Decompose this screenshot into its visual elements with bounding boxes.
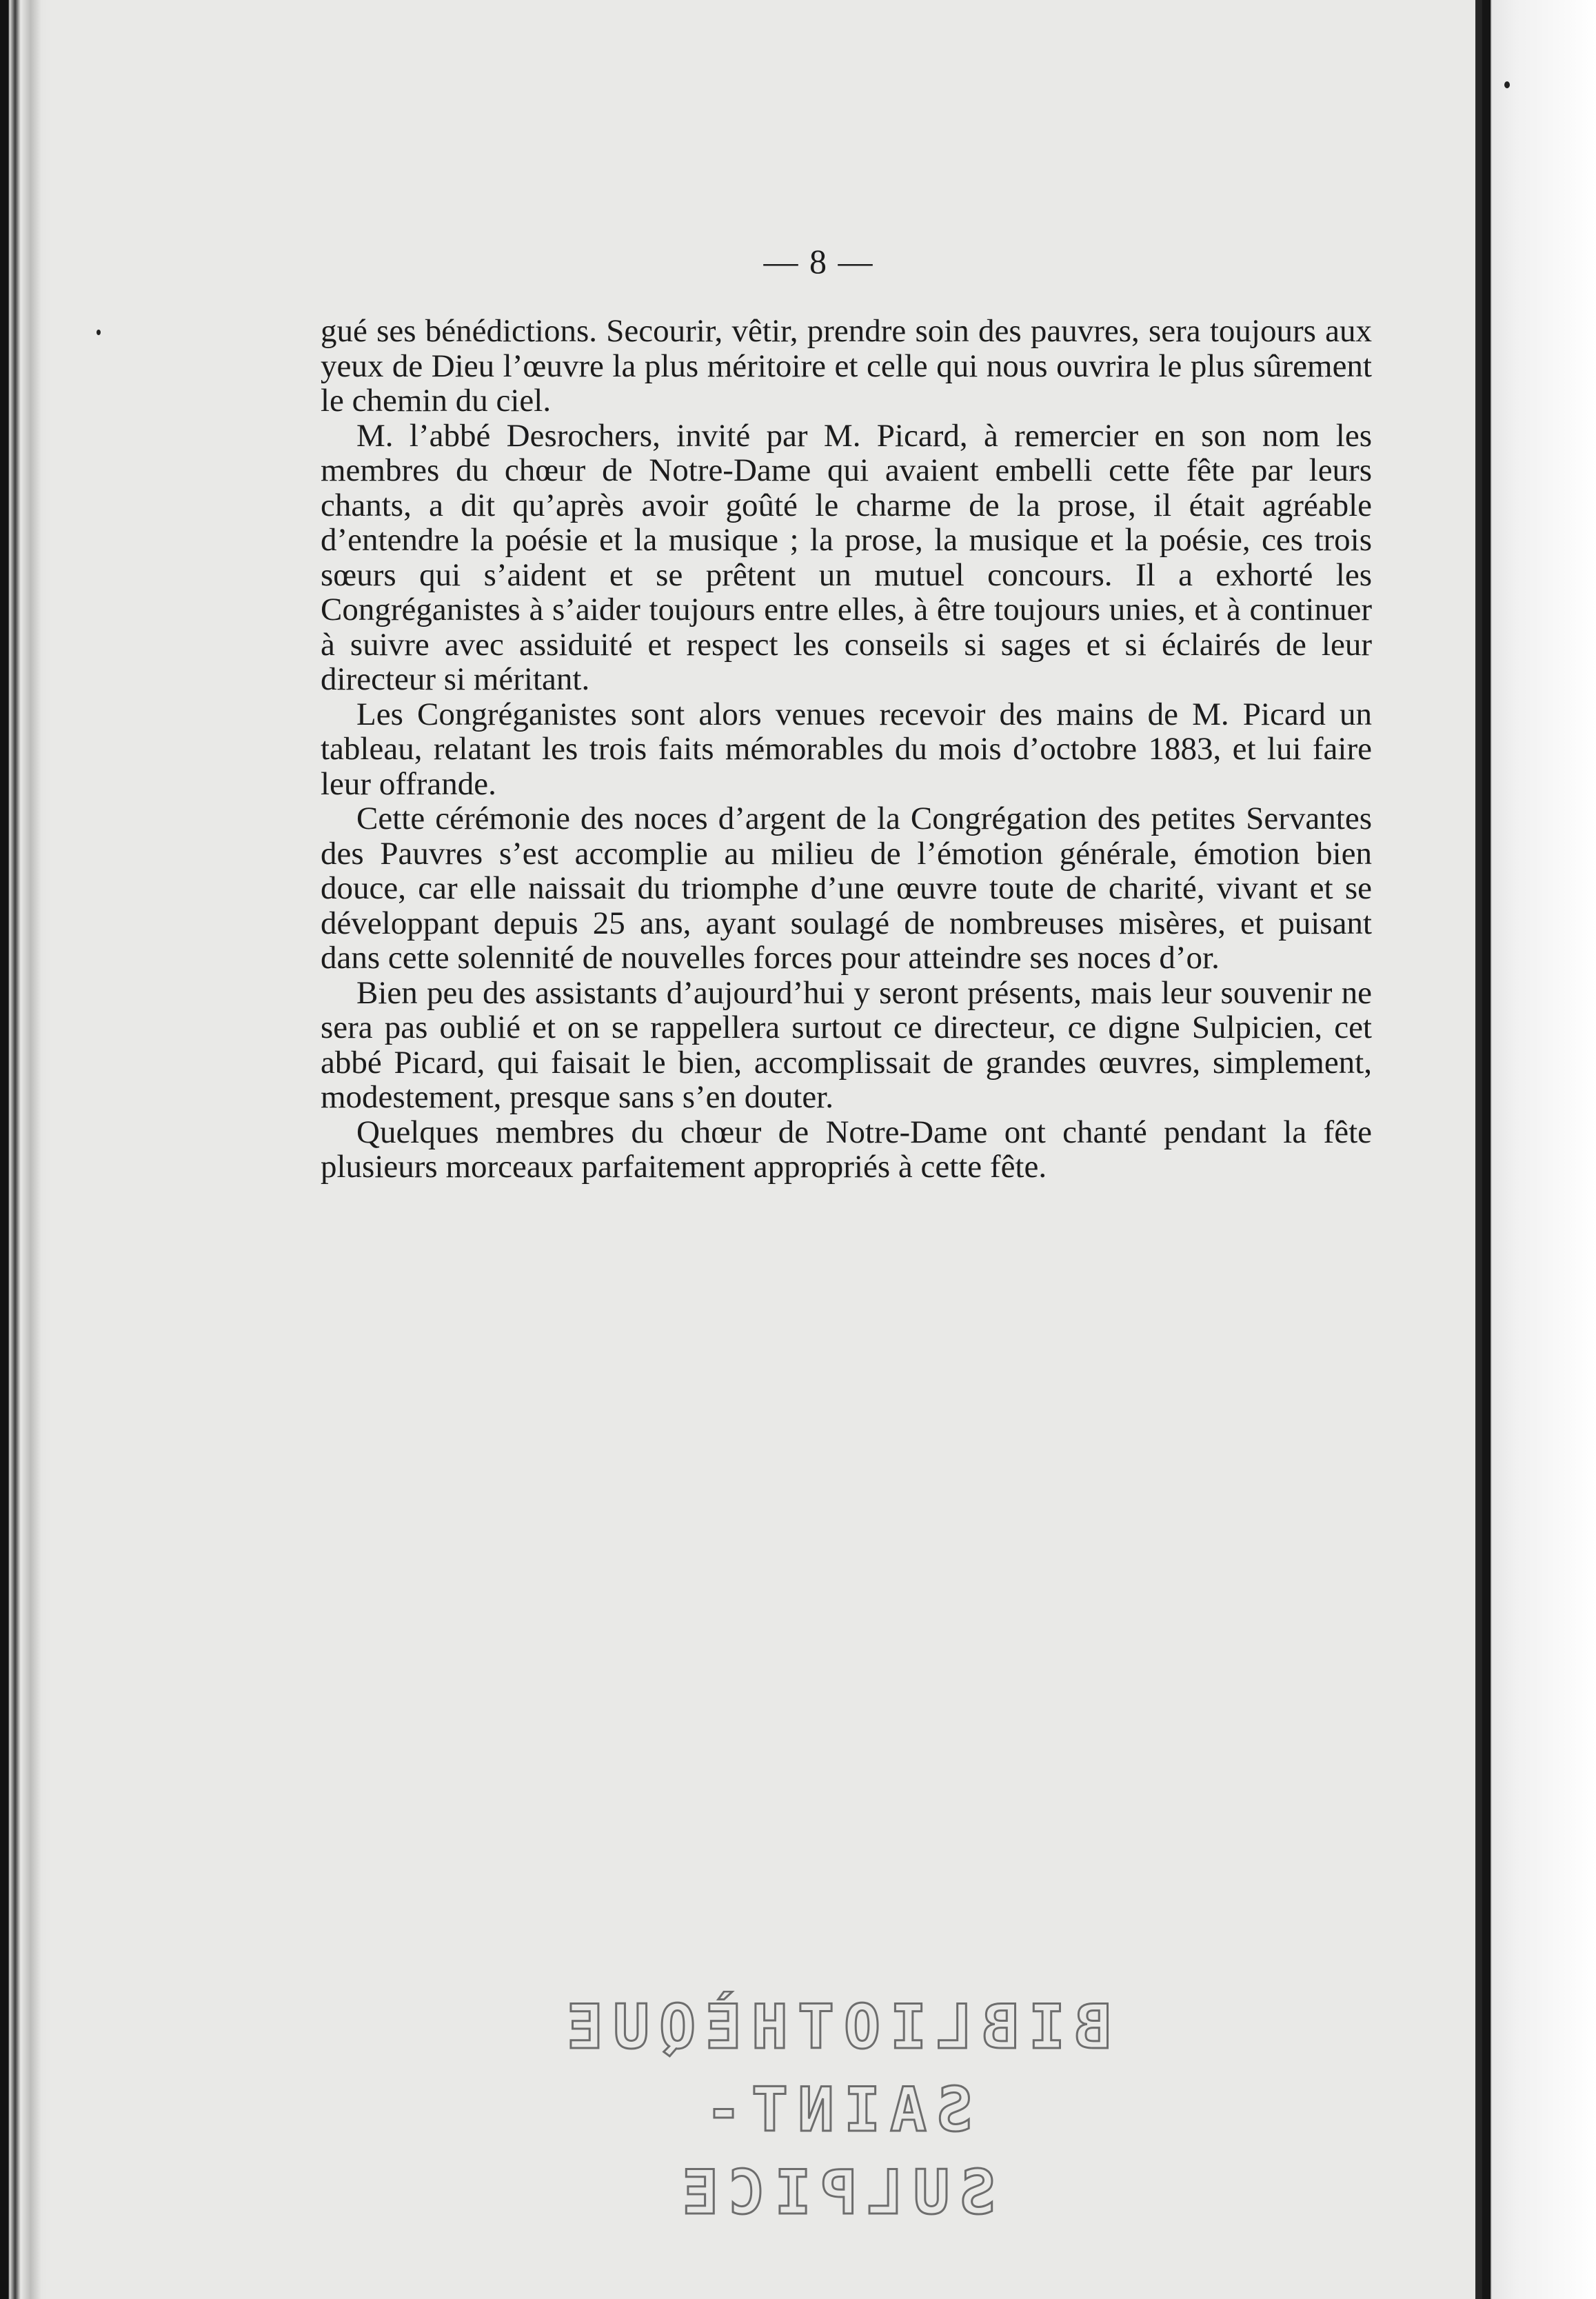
stamp-line: BIBLIOTHÈQUE <box>557 1991 1111 2062</box>
scan-binding-edge <box>0 0 52 2299</box>
stamp-line: SAINT-SULPICE <box>672 2074 996 2228</box>
paragraph: Bien peu des assistants d’aujourd’hui y seront présents, mais leur souvenir ne sera pas oublié et on se rappellera surtout ce directeur, ce digne Sulpicien, cet abbé Picard, qui faisait le bien, accomplissait de grandes œuvres, simplement, modestement, presque sans s’en douter. <box>321 974 1372 1115</box>
scan-right-edge <box>1475 0 1596 2299</box>
page-number: — 8 — <box>763 242 874 281</box>
scan-speck <box>1504 81 1510 88</box>
library-perforation-stamp <box>538 1986 1131 2234</box>
body-text <box>321 314 1372 1185</box>
paragraph: gué ses bénédictions. Secourir, vêtir, prendre soin des pauvres, sera toujours aux yeux de Dieu l’œuvre la plus méritoire et celle qui nous ouvrira le plus sûrement le chemin du ciel. <box>321 313 1372 419</box>
paragraph: Quelques membres du chœur de Notre-Dame ont chanté pendant la fête plusieurs morceaux parfaitement appropriés à cette fête. <box>321 1114 1372 1185</box>
paragraph: Les Congréganistes sont alors venues recevoir des mains de M. Picard un tableau, relatant les trois faits mémorables du mois d’octobre 1883, et lui faire leur offrande. <box>321 696 1372 802</box>
scan-speck <box>97 330 101 335</box>
scan-edge-bar <box>1482 0 1491 2299</box>
paragraph: Cette cérémonie des noces d’argent de la Congrégation des petites Servantes des Pauvres s’est accomplie au milieu de l’émotion générale, émotion bien douce, car elle naissait du triomphe d’une œuvre toute de charité, vivant et se développant depuis 25 ans, ayant soulagé de nombreuses misères, et puisant dans cette solennité de nouvelles forces pour atteindre ses noces d’or. <box>321 801 1372 976</box>
paragraph: M. l’abbé Desrochers, invité par M. Picard, à remercier en son nom les membres du chœur de Notre-Dame qui avaient embelli cette fête par leurs chants, a dit qu’après avoir goûté le charme de la prose, il était agréable d’entendre la poésie et la musique ; la prose, la musique et la poésie, ces trois sœurs qui s’aident et se prêtent un mutuel concours. Il a exhorté les Congréganistes à s’aider toujours entre elles, à être toujours unies, et à continuer à suivre avec assiduité et respect les conseils si sages et si éclairés de leur directeur si méritant. <box>321 417 1372 697</box>
